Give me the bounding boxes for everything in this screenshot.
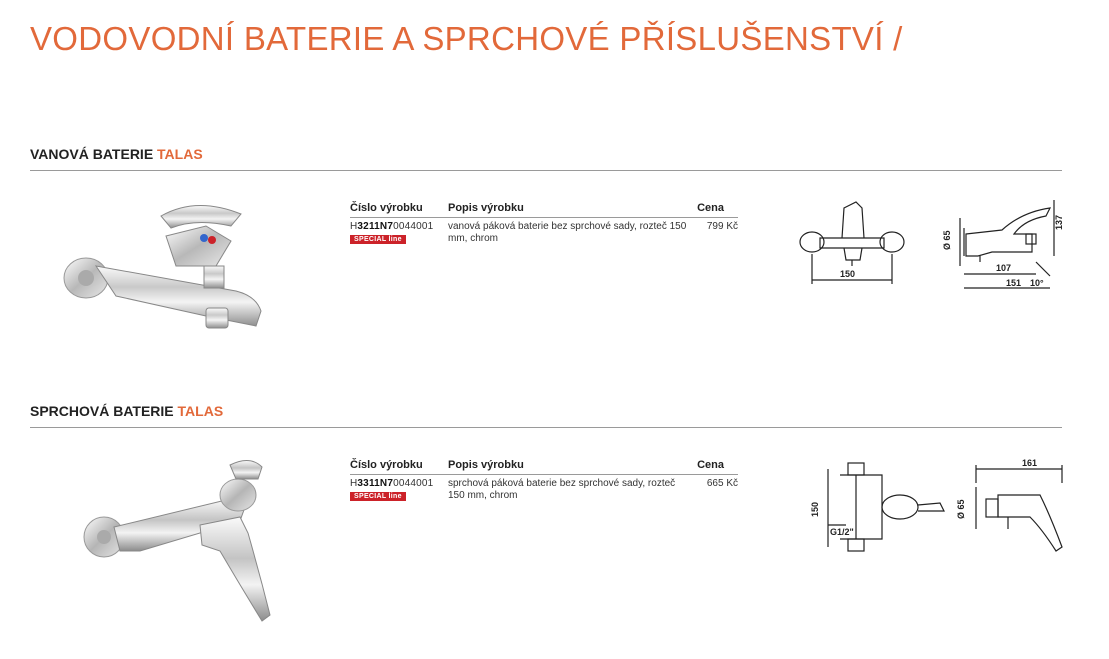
product-description: vanová páková baterie bez sprchové sady, rozteč 150 mm, chrom (448, 221, 687, 244)
section-heading-prefix: VANOVÁ BATERIE (30, 146, 158, 162)
col-header-code: Číslo výrobku (350, 459, 423, 471)
code-bold: 3211N7 (357, 221, 394, 232)
section-heading-accent: TALAS (177, 403, 224, 419)
col-header-desc: Popis výrobku (448, 202, 524, 214)
dim-depth2: 151 (1006, 278, 1022, 288)
dim-thread: G1/2" (830, 527, 854, 537)
side-view (960, 200, 1054, 288)
code-prefix: H (350, 221, 358, 232)
col-header-code: Číslo výrobku (350, 202, 423, 214)
section-heading (30, 403, 223, 419)
dim-height: 150 (810, 501, 820, 517)
shower-mixer-image (80, 455, 270, 625)
code-suffix: 0044001 (393, 478, 434, 489)
shower-mixer-technical-drawing (800, 455, 1062, 565)
product-price: 665 Kč (706, 478, 738, 489)
col-header-price: Cena (697, 459, 724, 471)
dim-depth: 161 (1022, 458, 1038, 468)
dim-depth1: 107 (996, 263, 1012, 273)
section-divider (30, 427, 1062, 428)
product-code (350, 221, 433, 232)
front-view (828, 463, 944, 551)
col-header-desc: Popis výrobku (448, 459, 524, 471)
table-header-rule (350, 217, 738, 218)
bath-mixer-technical-drawing (792, 194, 1064, 298)
section-heading-accent: TALAS (157, 146, 203, 162)
product-table (350, 459, 738, 519)
product-table (350, 202, 738, 262)
dim-width: 150 (840, 269, 856, 279)
product-section-bath (30, 146, 1062, 346)
code-bold: 3311N7 (357, 478, 394, 489)
page-title: VODOVODNÍ BATERIE A SPRCHOVÉ PŘÍSLUŠENSTVÍ / (30, 20, 903, 57)
table-header-rule (350, 474, 738, 475)
bath-mixer-image (56, 196, 266, 336)
section-heading (30, 146, 203, 162)
dim-height: 137 (1054, 214, 1064, 230)
side-view (976, 465, 1062, 551)
section-heading-prefix: SPRCHOVÁ BATERIE (30, 403, 178, 419)
section-divider (30, 170, 1062, 171)
product-price: 799 Kč (706, 221, 738, 232)
product-code (350, 478, 433, 489)
code-suffix: 0044001 (393, 221, 434, 232)
dim-diameter: Ø 65 (956, 499, 966, 519)
code-prefix: H (350, 478, 358, 489)
special-line-badge: SPECIAL line (350, 492, 406, 501)
product-description: sprchová páková baterie bez sprchové sady, rozteč 150 mm, chrom (448, 478, 676, 501)
dim-angle: 10° (1030, 278, 1044, 288)
col-header-price: Cena (697, 202, 724, 214)
dim-diameter: Ø 65 (942, 230, 952, 250)
special-line-badge: SPECIAL line (350, 235, 406, 244)
product-section-shower (30, 403, 1062, 643)
